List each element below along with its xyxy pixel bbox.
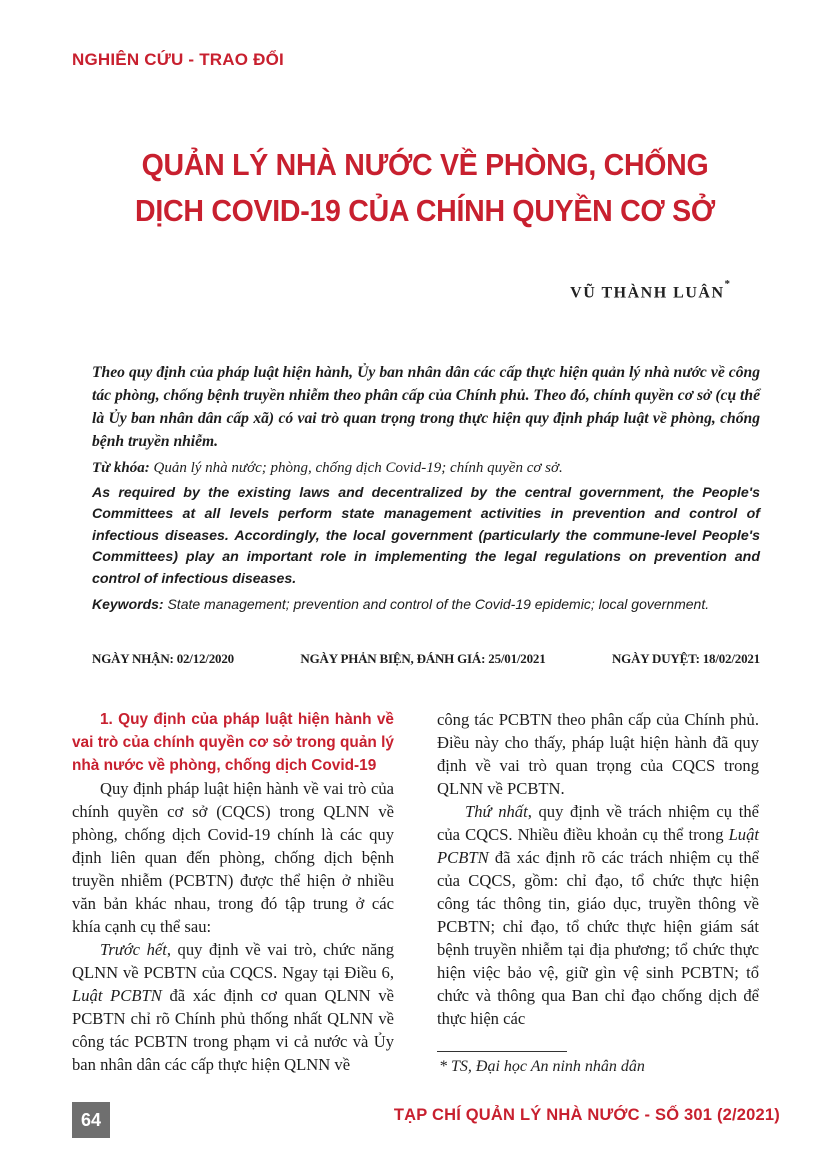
body-paragraph <box>72 938 394 1076</box>
body-text: , quy định về trách nhiệm cụ thể của CQCS. Nhiều điều khoản cụ thể trong <box>437 802 759 844</box>
emphasis-text: Trước hết <box>100 940 167 959</box>
section-heading-1: 1. Quy định của pháp luật hiện hành về vai trò của chính quyền cơ sở trong quản lý nhà nước về phòng, chống dịch Covid-19 <box>72 711 394 774</box>
date-received: NGÀY NHẬN: 02/12/2020 <box>92 651 234 666</box>
body-column-left <box>72 708 394 1076</box>
keywords-english <box>92 594 760 615</box>
abstract-english: As required by the existing laws and decentralized by the central government, the People's Committees at all levels perform state management activities in prevention and control of infectious diseases. Accordingly, the local government (particularly the commune-level People's Committees) play an important role in implementing the legal regulations on prevention and control of infectious diseases. <box>92 485 760 587</box>
article-dates <box>92 651 760 667</box>
body-text: đã xác định rõ các trách nhiệm cụ thể của CQCS, gồm: chỉ đạo, tổ chức thực hiện công tác thông tin, giáo dục, truyền thông về PCBTN; chỉ đạo, tổ chức thực hiện giám sát bệnh truyền nhiễm tại địa phương; tổ chức thực hiện việc bảo vệ, giữ gìn vệ sinh PCBTN; tổ chức và thông qua Ban chỉ đạo chống dịch để thực hiện các <box>437 848 759 1028</box>
law-name: Luật PCBTN <box>437 825 759 867</box>
body-text: đã xác định cơ quan QLNN về PCBTN chỉ rõ Chính phủ thống nhất QLNN về công tác PCBTN trong phạm vi cả nước và Ủy ban nhân dân các cấp thực hiện QLNN về <box>72 986 395 1074</box>
emphasis-text: Thứ nhất <box>465 802 528 821</box>
author-name <box>570 278 730 302</box>
section-label: NGHIÊN CỨU - TRAO ĐỔI <box>72 50 284 69</box>
body-paragraph: công tác PCBTN theo phân cấp của Chính phủ. Điều này cho thấy, pháp luật hiện hành đã quy định về vai trò quan trọng của CQCS trong QLNN về PCBTN. <box>437 710 759 798</box>
author-text: VŨ THÀNH LUÂN <box>570 284 725 302</box>
body-paragraph: Quy định pháp luật hiện hành về vai trò của chính quyền cơ sở (CQCS) trong QLNN về phòng, chống dịch Covid-19 chính là các quy định liên quan đến phòng, chống dịch bệnh truyền nhiễm (PCBTN) được thể hiện ở nhiều văn bản khác nhau, trong đó tập trung ở các khía cạnh cụ thể sau: <box>72 779 394 936</box>
keywords-vi-text: Quản lý nhà nước; phòng, chống dịch Covid-19; chính quyền cơ sở. <box>149 460 563 476</box>
date-approved: NGÀY DUYỆT: 18/02/2021 <box>611 651 760 666</box>
title-line-1: QUẢN LÝ NHÀ NƯỚC VỀ PHÒNG, CHỐNG <box>141 147 709 182</box>
keywords-en-text: State management; prevention and control of the Covid-19 epidemic; local government. <box>163 596 710 613</box>
abstract-vietnamese: Theo quy định của pháp luật hiện hành, Ủy ban nhân dân các cấp thực hiện quản lý nhà nước về công tác phòng, chống bệnh truyền nhiễm theo phân cấp của Chính phủ. Theo đó, chính quyền cơ sở (cụ thể là Ủy ban nhân dân cấp xã) có vai trò quan trọng trong thực hiện quy định pháp luật về phòng, chống bệnh truyền nhiễm. <box>92 364 760 450</box>
date-reviewed: NGÀY PHẢN BIỆN, ĐÁNH GIÁ: 25/01/2021 <box>300 651 546 666</box>
author-footnote: * TS, Đại học An ninh nhân dân <box>439 1058 645 1075</box>
page-number: 64 <box>72 1102 110 1138</box>
author-footnote-mark: * <box>724 278 730 290</box>
footnote-divider <box>437 1051 567 1052</box>
law-name: Luật PCBTN <box>72 986 162 1005</box>
abstract-block <box>92 361 760 615</box>
title-line-2: DỊCH COVID-19 CỦA CHÍNH QUYỀN CƠ SỞ <box>135 193 715 228</box>
body-column-right <box>437 708 759 1030</box>
article-title <box>117 142 733 234</box>
keywords-en-label: Keywords: <box>92 596 164 613</box>
keywords-vietnamese <box>92 457 760 479</box>
journal-footer: TẠP CHÍ QUẢN LÝ NHÀ NƯỚC - SỐ 301 (2/2021) <box>393 1106 780 1124</box>
body-paragraph <box>437 800 759 1030</box>
keywords-vi-label: Từ khóa: <box>92 460 150 476</box>
body-text: , quy định về vai trò, chức năng QLNN về PCBTN của CQCS. Ngay tại Điều 6, <box>72 940 394 982</box>
